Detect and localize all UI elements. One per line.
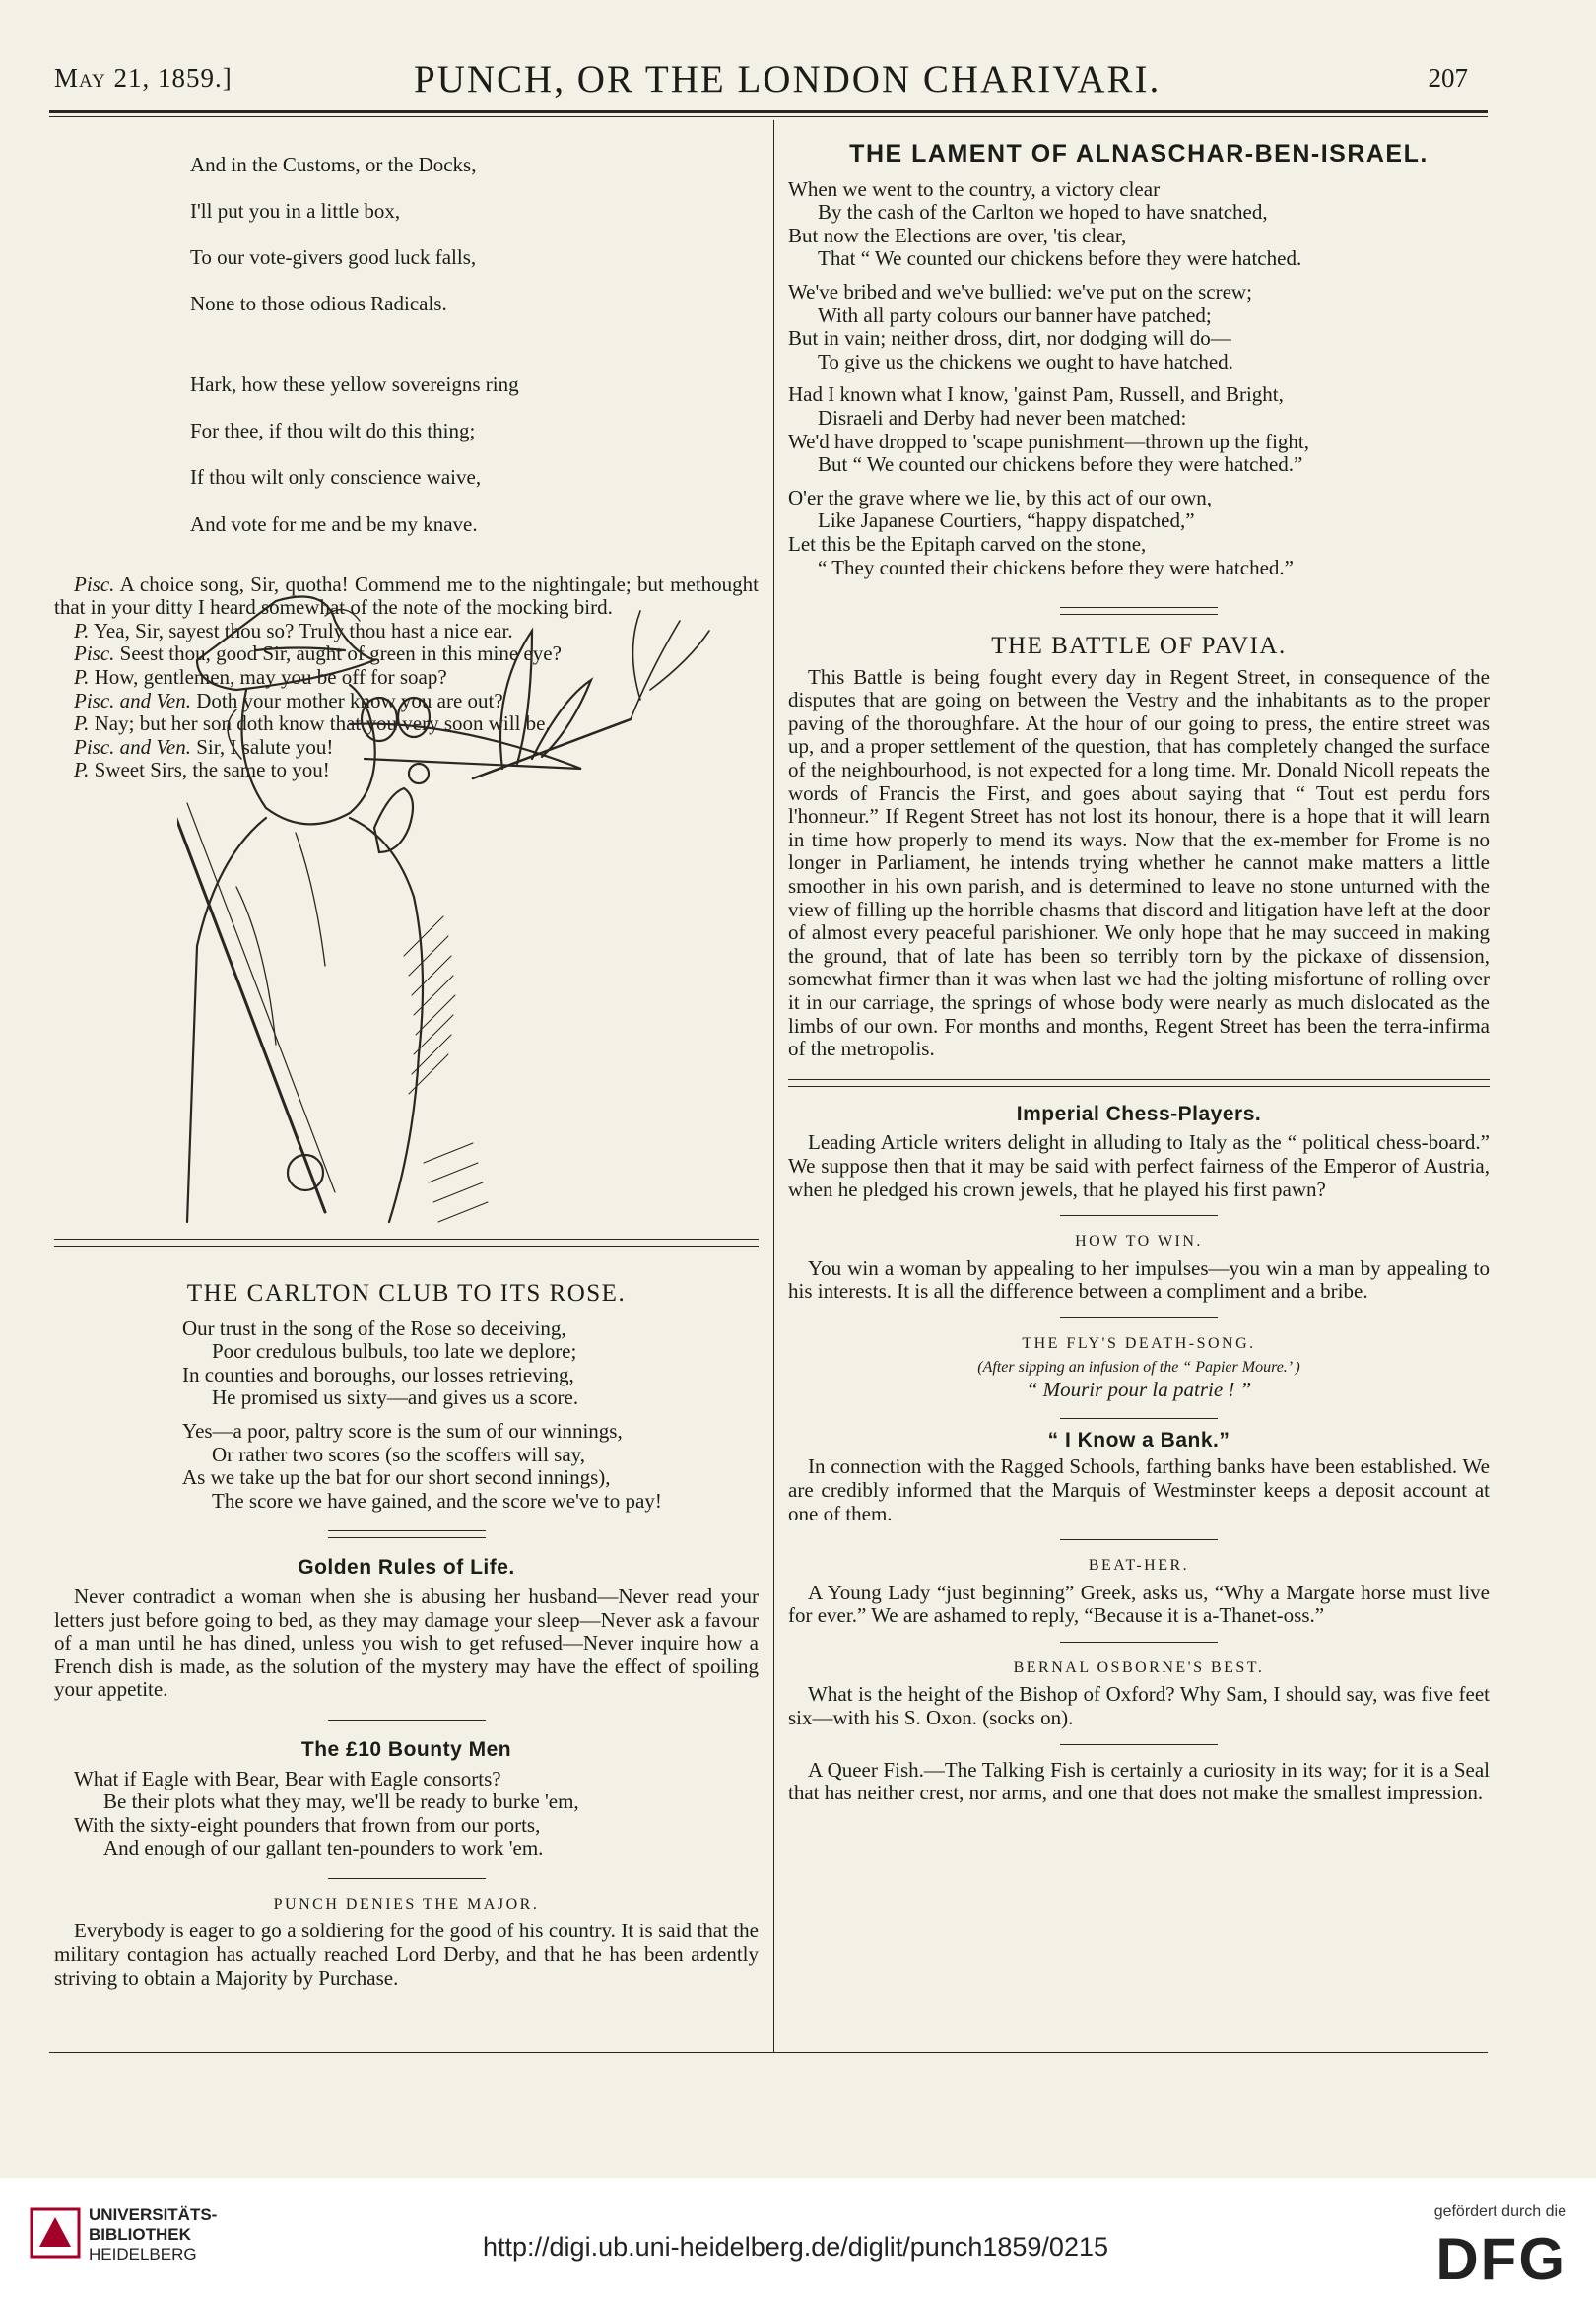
dragonfly-wing [500, 631, 532, 769]
bernal-title: BERNAL OSBORNE'S BEST. [1013, 1658, 1265, 1676]
song-verse-1: And in the Customs, or the Docks, I'll put you in a little box, To our vote-givers good luck falls, None to those odious Radicals. [190, 152, 477, 316]
carlton-stanza-1: Our trust in the song of the Rose so deceiving, Poor credulous bulbuls, too late we deplore; In counties and boroughs, our losses retrieving, He promised us sixty—and gives us a score. [182, 1316, 579, 1410]
lament-stanza-4: O'er the grave where we lie, by this act of our own, Like Japanese Courtiers, “happy dispatched,” Let this be the Epitaph carved on the stone, “ They counted their chickens before they were hatched.” [788, 485, 1294, 579]
funding-note: gefördert durch die [1433, 2203, 1566, 2220]
golden-rules-title: Golden Rules of Life. [298, 1556, 515, 1580]
win-title: HOW TO WIN. [1075, 1233, 1203, 1250]
carlton-section [54, 1239, 759, 1990]
dialogue: Pisc. A choice song, Sir, quotha! Commend me to the nightingale; but methought that in your ditty I heard somewhat of the note of the mocking bird. P. Yea, Sir, sayest thou so? Truly thou hast a nice ear. Pisc. Seest thou, good Sir, aught of green in this mine eye? P. How, gentlemen, may you be off for soap? Pisc. and Ven. Doth your mother know you are out? P. Nay; but her son doth know that you very soon will be. Pisc. and Ven. Sir, I salute you! P. Sweet Sirs, the same to you! [54, 572, 760, 782]
golden-rules-text: Never contradict a woman when she is abusing her husband—Never read your letters just before going to bed, as they may damage your sleep—Never ask a favour of a man until he has dined, unless you wish to get refused—Never inquire how a French dish is made, as the solution of the mystery may have the effect of spoiling your appetite. [54, 1584, 759, 1702]
masthead-title: PUNCH, OR THE LONDON CHARIVARI. [414, 58, 1162, 101]
chess-title: Imperial Chess-Players. [1016, 1102, 1262, 1125]
pavia-text: This Battle is being fought every day in Regent Street, in consequence of the disputes that are going on between the Vestry and the inhabitants as to the proper paving of the thoroughfare. At the hour of our going to press, the entire street was up, and a proper settlement of the question, that has completely changed the surface of the neighbourhood, is not expected for a long time. Mr. Donald Nicoll repeats the words of Francis the First, and goes about saying that “ Tout est perdu fors l'honneur.” If Regent Street has not lost its honour, there is a hope that it will learn in time how properly to mend its ways. Now that the ex-member for Frome is no longer in Parliament, he intends trying whether he cannot make matters a little smoother in his own parish, and is determined to leave no stone unturned with the view of filling up the horrible chasms that discord and litigation have left at the door of almost every peaceful parishioner. We only hope that he may succeed in making the ground, that of late has been so terribly torn by the pickaxe of dissension, somewhat firmer than it was when last we had the jolting misfortune of rolling over it in our carriage, the springs of whose body were nearly as much dislocated as the limbs of our own. For months and months, Regent Street has been the terra-infirma of the metropolis. [788, 664, 1490, 1061]
beat-text: A Young Lady “just beginning” Greek, asks us, “Why a Margate horse must live for ever.” We are ashamed to reply, “Because it is a-Thanet-oss.” [788, 1580, 1490, 1628]
issue-date: May 21, 1859.] [54, 63, 233, 93]
page-number: 207 [1428, 63, 1468, 93]
hand [374, 788, 413, 852]
section-rule-double [54, 1239, 759, 1247]
major-title: PUNCH DENIES THE MAJOR. [273, 1895, 540, 1913]
bank-text: In connection with the Ragged Schools, farthing banks have been established. We are credibly informed that the Marquis of Westminster keeps a deposit account at one of them. [788, 1454, 1490, 1525]
header-rule-thin [49, 116, 1488, 117]
bottom-rule [49, 2052, 1488, 2053]
beat-title: BEAT-HER. [1088, 1557, 1190, 1575]
cartoon-illustration [177, 591, 749, 1232]
source-url-link[interactable]: http://digi.ub.uni-heidelberg.de/diglit/punch1859/0215 [483, 2232, 1108, 2262]
head [242, 685, 375, 824]
lament-stanza-1: When we went to the country, a victory clear By the cash of the Carlton we hoped to have snatched, But now the Elections are over, 'tis clear, That “ We counted our chickens before they were hatched. [788, 176, 1302, 271]
dragonfly-body [473, 719, 631, 778]
chess-text: Leading Article writers delight in alluding to Italy as the “ political chess-board.” We suppose then that it may be said with perfect fairness of the Emperor of Austria, when he pledged his crown jewels, that he played his first pawn? [788, 1130, 1490, 1201]
grass-stalk [631, 611, 709, 719]
lament-title: THE LAMENT OF ALNASCHAR-BEN-ISRAEL. [849, 140, 1429, 168]
fly-subtitle: (After sipping an infusion of the “ Papier Moure.’ ) [977, 1358, 1300, 1376]
song-verse-2: Hark, how these yellow sovereigns ring For thee, if thou wilt do this thing; If thou wilt only conscience waive, And vote for me and be my knave. [190, 372, 519, 536]
library-name: UNIVERSITÄTS- BIBLIOTHEK HEIDELBERG [89, 2205, 218, 2263]
lament-stanza-3: Had I known what I know, 'gainst Pam, Russell, and Bright, Disraeli and Derby had never been matched: We'd have dropped to 'scape punishment—thrown up the fight, But “ We counted our chickens before they were hatched.” [788, 382, 1310, 477]
header-rule-thick [49, 110, 1488, 113]
bank-title: “ I Know a Bank.” [1047, 1428, 1230, 1452]
column-divider [773, 120, 774, 2052]
spectacles-right [398, 698, 430, 737]
fly-line: “ Mourir pour la patrie ! ” [1026, 1378, 1252, 1402]
major-text: Everybody is eager to go a soldiering for the good of his country. It is said that the military contagion has actually reached Lord Derby, and that he has been ardently striving to obtain a Majority by Purchase. [54, 1919, 759, 1990]
spectacles-left [362, 698, 397, 741]
coat-front [350, 818, 423, 1222]
win-text: You win a woman by appealing to her impulses—you win a man by appealing to his interests. It is all the difference between a compliment and a bribe. [788, 1255, 1490, 1304]
bounty-title: The £10 Bounty Men [300, 1737, 512, 1761]
carlton-stanza-2: Yes—a poor, paltry score is the sum of our winnings, Or rather two scores (so the scoffers will say, As we take up the bat for our short second innings), The score we have gained, and the score we've to pay! [182, 1418, 662, 1513]
lament-stanza-2: We've bribed and we've bullied: we've put on the screw; With all party colours our banner have patched; But in vain; neither dross, dirt, nor dodging will do— To give us the chickens we ought to have hatched. [788, 279, 1252, 373]
fishing-rod [177, 808, 325, 1212]
pavia-title: THE BATTLE OF PAVIA. [991, 633, 1287, 660]
carlton-title: THE CARLTON CLUB TO ITS ROSE. [186, 1280, 627, 1307]
section-rule-short [328, 1530, 486, 1538]
library-logo-icon [30, 2207, 81, 2259]
fly-title: THE FLY'S DEATH-SONG. [1022, 1334, 1256, 1352]
bounty-verse: What if Eagle with Bear, Bear with Eagle consorts? Be their plots what they may, we'll be ready to burke 'em, With the sixty-eight pounders that frown from our ports, And enough of our gallant ten-pounders to work 'em. [74, 1766, 579, 1860]
bernal-text: What is the height of the Bishop of Oxford? Why Sam, I should say, was five feet six—with his S. Oxon. (socks on). [788, 1682, 1490, 1730]
fish-text: A Queer Fish.—The Talking Fish is certainly a curiosity in its way; for it is a Seal that has neither crest, nor arms, and one that does not make the smallest impression. [788, 1757, 1490, 1805]
right-column [788, 140, 1490, 1805]
dfg-logo: DFG [1435, 2226, 1566, 2292]
